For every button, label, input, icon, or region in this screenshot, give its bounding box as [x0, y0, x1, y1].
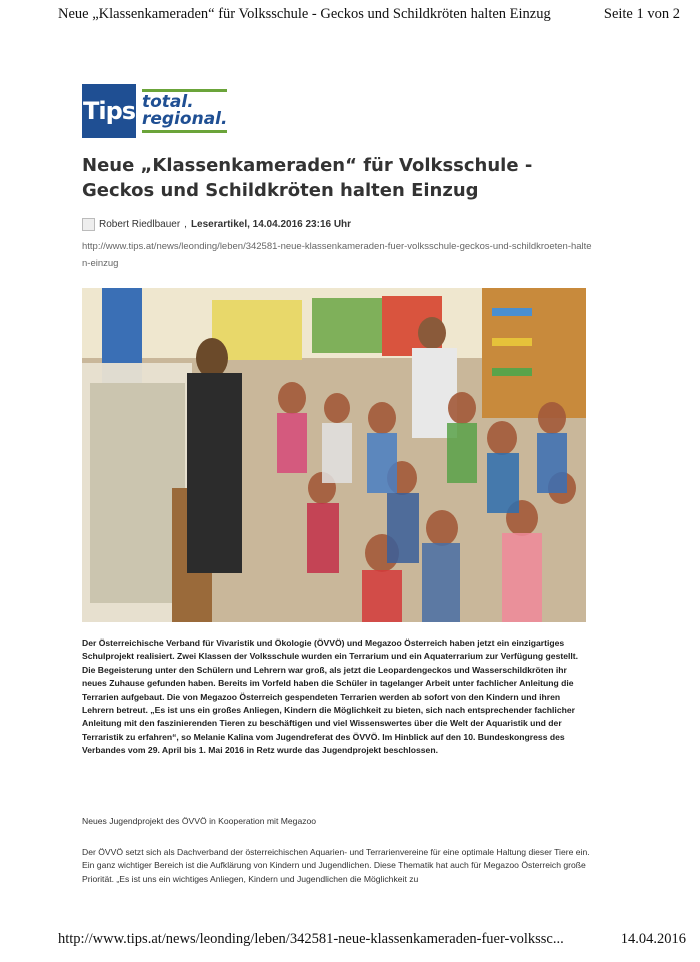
author-avatar-icon [82, 218, 95, 231]
tips-logo[interactable] [82, 84, 234, 138]
logo-slogan-line2: regional. [142, 109, 228, 129]
article-byline: Robert Riedlbauer , Leserartikel, 14.04.2016 23:16 Uhr [82, 218, 602, 231]
article-url[interactable]: http://www.tips.at/news/leonding/leben/342581-neue-klassenkameraden-fuer-volksschule-geckos-und-schildkroeten-halten-einzug [82, 241, 592, 269]
print-footer-date: 14.04.2016 [620, 931, 686, 947]
print-header [58, 6, 680, 26]
article-paragraph-1: Der Österreichische Verband für Vivaristik und Ökologie (ÖVVÖ) und Megazoo Österreich haben jetzt ein einzigartiges Schulprojekt realisiert. Zwei Klassen der Volksschule wurden ein Terrarium und ein Aquaterrarium zur Verfügung gestellt. Die Begeisterung unter den Schülern und Lehrern war groß, als jetzt die Leopardengeckos und Wasserschildkröten ihr neues Zuhause gefunden haben. Bereits im Vorfeld haben die Schüler in tagelanger Arbeit unter fachlicher Anleitung die Terrarien aufgebaut. Die von Megazoo Österreich gespendeten Terrarien werden ab sofort von den Kindern und ihren Lehrern betreut. „Es ist uns ein großes Anliegen, Kindern die Möglichkeit zu bieten, sich nach entsprechender fachlicher Anleitung mit den faszinierenden Tieren zu beschäftigen und viel Wissenswertes über die Welt der Aquaristik und der Terraristik zu erfahren“, so Melanie Kalina vom Jugendreferat des ÖVVÖ. Im Hinblick auf den 10. Bundeskongress des Verbandes vom 29. April bis 1. Mai 2016 in Retz wurde das Jugendprojekt beschlossen. [82, 638, 579, 756]
logo-slogan [142, 89, 227, 133]
logo-slogan-line1: total. [142, 92, 194, 112]
logo-brand: Tips [82, 84, 136, 138]
article-meta: Leserartikel, 14.04.2016 23:16 Uhr [190, 219, 352, 230]
print-footer [58, 931, 686, 951]
article-headline: Neue „Klassenkameraden“ für Volksschule - Geckos und Schildkröten halten Einzug [82, 155, 533, 201]
article-photo [82, 288, 586, 622]
article-subheading: Neues Jugendprojekt des ÖVVÖ in Kooperation mit Megazoo [82, 816, 317, 826]
print-header-title: Neue „Klassenkameraden“ für Volksschule - Geckos und Schildkröten halten Einzug [58, 6, 551, 22]
print-header-page: Seite 1 von 2 [603, 6, 680, 22]
article-author[interactable]: Robert Riedlbauer [99, 219, 181, 230]
article-paragraph-2: Der ÖVVÖ setzt sich als Dachverband der österreichischen Aquarien- und Terrarienvereine für eine optimale Haltung dieser Tiere ein. Ein ganz wichtiger Bereich ist die Aufklärung von Kindern und Jugendlichen. Diese Thematik hat auch für Megazoo Österreich große Priorität. „Es ist uns ein wichtiges Anliegen, Kindern und Jugendlichen die Möglichkeit zu [82, 847, 590, 884]
print-footer-url: http://www.tips.at/news/leonding/leben/342581-neue-klassenkameraden-fuer-volkssc... [58, 931, 564, 947]
